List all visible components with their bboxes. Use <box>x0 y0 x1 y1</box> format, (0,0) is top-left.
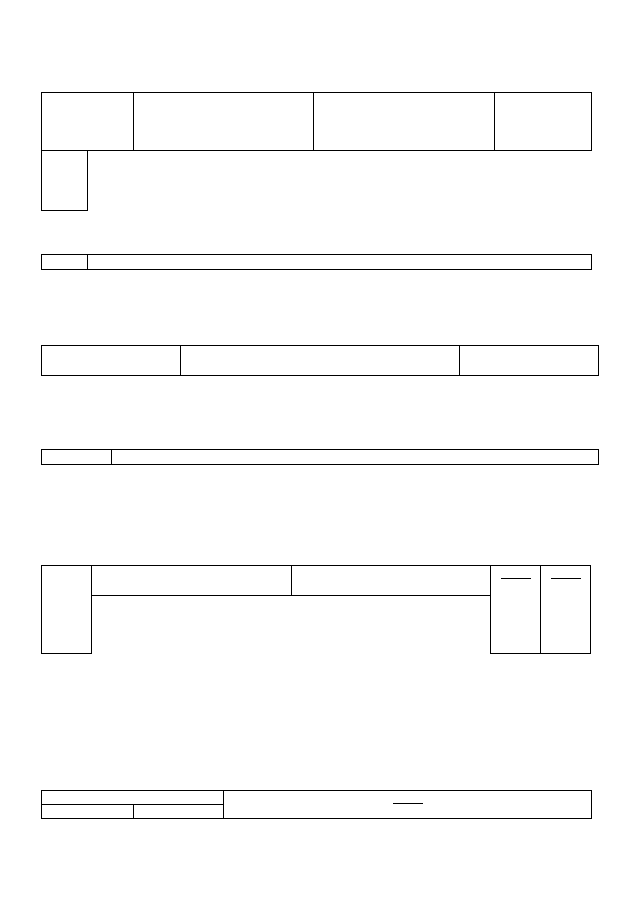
account-balance-table <box>41 565 591 727</box>
payments-header <box>541 566 591 654</box>
group-document <box>42 93 134 151</box>
receipts-table <box>41 790 592 819</box>
total-label <box>42 450 112 465</box>
group-limits <box>181 346 460 376</box>
detailed-limits-table <box>41 345 599 465</box>
group-monetary-obligations <box>291 566 491 596</box>
total-label <box>42 255 88 270</box>
indicator-name-header <box>42 566 92 654</box>
col-date <box>134 805 224 819</box>
group-financing <box>495 93 592 151</box>
group-budget-allocations <box>134 93 314 151</box>
group-document <box>42 791 224 805</box>
budget-allocations-table <box>41 92 592 270</box>
column-label <box>42 151 88 211</box>
sum-header <box>224 791 592 819</box>
group-limits <box>314 93 495 151</box>
receipts-header <box>491 566 541 654</box>
group-budget-obligations <box>91 566 291 596</box>
group-financing <box>459 346 598 376</box>
group-document <box>42 346 181 376</box>
col-number <box>42 805 134 819</box>
